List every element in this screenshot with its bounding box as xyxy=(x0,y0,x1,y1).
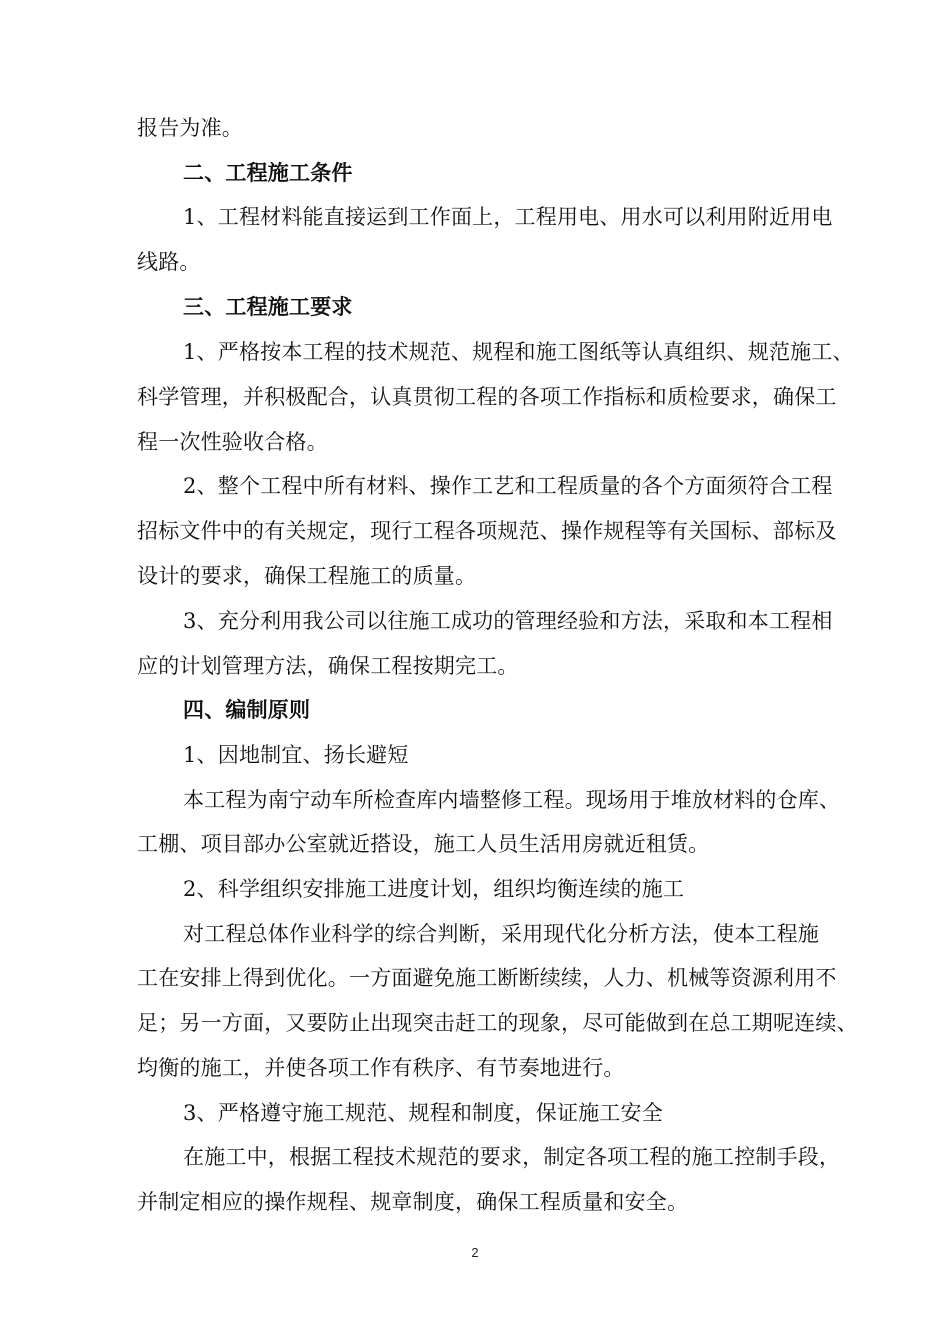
paragraph-line: 程一次性验收合格。 xyxy=(137,430,328,454)
section-heading: 四、编制原则 xyxy=(183,698,311,722)
paragraph-line: 2、科学组织安排施工进度计划，组织均衡连续的施工 xyxy=(183,877,685,901)
paragraph-line: 在施工中，根据工程技术规范的要求，制定各项工程的施工控制手段， xyxy=(183,1145,841,1169)
paragraph-line: 3、严格遵守施工规范、规程和制度，保证施工安全 xyxy=(183,1101,663,1125)
paragraph-line: 设计的要求，确保工程施工的质量。 xyxy=(137,564,477,588)
section-heading: 二、工程施工条件 xyxy=(183,161,353,185)
section-heading: 三、工程施工要求 xyxy=(183,295,353,319)
paragraph-line: 工在安排上得到优化。一方面避免施工断断续续，人力、机械等资源利用不 xyxy=(137,966,837,990)
paragraph-line: 并制定相应的操作规程、规章制度，确保工程质量和安全。 xyxy=(137,1190,689,1214)
paragraph-line: 3、充分利用我公司以往施工成功的管理经验和方法，采取和本工程相 xyxy=(183,609,833,633)
paragraph-line: 1、严格按本工程的技术规范、规程和施工图纸等认真组织、规范施工、 xyxy=(183,340,854,364)
paragraph-line: 足；另一方面，又要防止出现突击赶工的现象，尽可能做到在总工期呢连续、 xyxy=(137,1011,858,1035)
paragraph-line: 招标文件中的有关规定，现行工程各项规范、操作规程等有关国标、部标及 xyxy=(137,519,837,543)
paragraph-line: 线路。 xyxy=(137,250,201,274)
paragraph-line: 应的计划管理方法，确保工程按期完工。 xyxy=(137,654,519,678)
page-number: 2 xyxy=(471,1245,479,1260)
paragraph-line: 报告为准。 xyxy=(137,116,243,140)
paragraph-line: 工棚、项目部办公室就近搭设，施工人员生活用房就近租赁。 xyxy=(137,832,710,856)
paragraph-line: 科学管理，并积极配合，认真贯彻工程的各项工作指标和质检要求，确保工 xyxy=(137,385,837,409)
paragraph-line: 均衡的施工，并使各项工作有秩序、有节奏地进行。 xyxy=(137,1056,625,1080)
paragraph-line: 对工程总体作业科学的综合判断，采用现代化分析方法，使本工程施 xyxy=(183,922,819,946)
paragraph-line: 本工程为南宁动车所检查库内墙整修工程。现场用于堆放材料的仓库、 xyxy=(183,788,841,812)
paragraph-line: 1、工程材料能直接运到工作面上，工程用电、用水可以利用附近用电 xyxy=(183,205,833,229)
paragraph-line: 2、整个工程中所有材料、操作工艺和工程质量的各个方面须符合工程 xyxy=(183,474,833,498)
paragraph-line: 1、因地制宜、扬长避短 xyxy=(183,743,409,767)
